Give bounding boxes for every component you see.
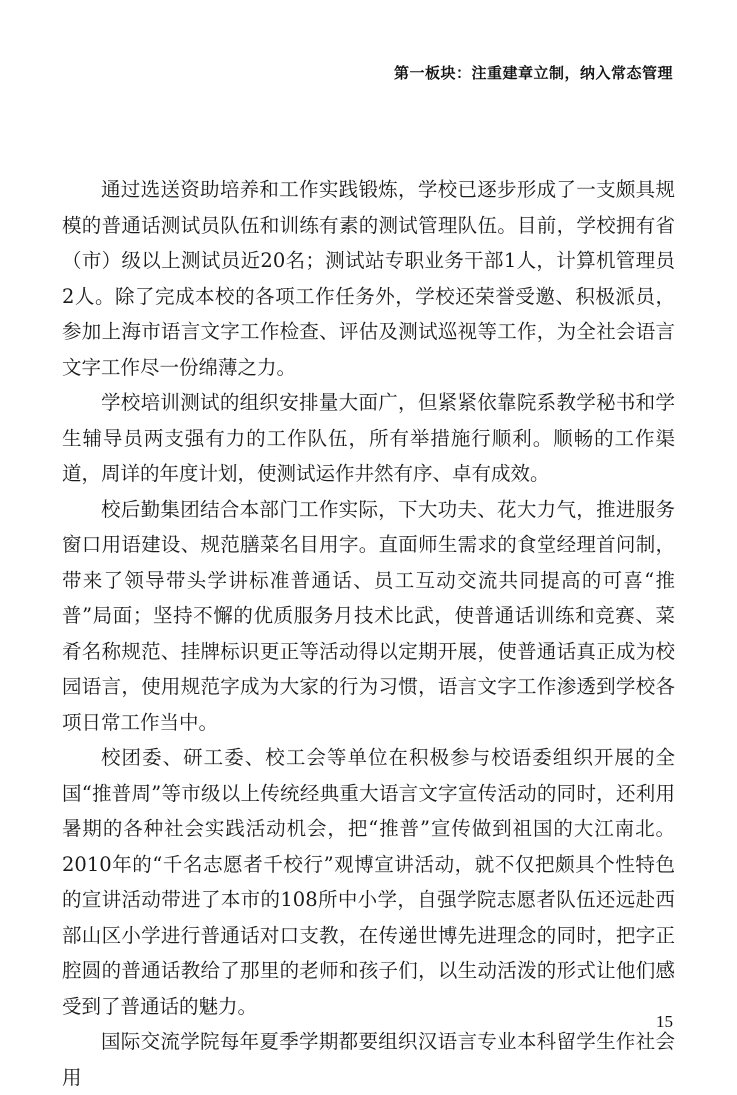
paragraph: 校团委、研工委、校工会等单位在积极参与校语委组织开展的全国“推普周”等市级以上传统经典重大语言文字宣传活动的同时，还利用暑期的各种社会实践活动机会，把“推普”宣传做到祖国的大江南北。2010年的“千名志愿者千校行”观博宣讲活动，就不仅把颇具个性特色的宣讲活动带进了本市的108所中小学，自强学院志愿者队伍还远赴西部山区小学进行普通话对口支教，在传递世博先进理念的同时，把字正腔圆的普通话教给了那里的老师和孩子们，以生动活泼的形式让他们感受到了普通话的魅力。 [62,746,675,1018]
paragraph: 学校培训测试的组织安排量大面广，但紧紧依靠院系教学秘书和学生辅导员两支强有力的工作队伍，所有举措施行顺利。顺畅的工作渠道，周详的年度计划，使测试运作井然有序、卓有成效。 [62,391,675,485]
body-text [62,172,675,1095]
paragraph: 国际交流学院每年夏季学期都要组织汉语言专业本科留学生作社会用 [62,1030,675,1089]
paragraph: 通过选送资助培养和工作实践锻炼，学校已逐步形成了一支颇具规模的普通话测试员队伍和训练有素的测试管理队伍。目前，学校拥有省（市）级以上测试员近20名；测试站专职业务干部1人，计算机管理员2人。除了完成本校的各项工作任务外，学校还荣誉受邀、积极派员，参加上海市语言文字工作检查、评估及测试巡视等工作，为全社会语言文字工作尽一份绵薄之力。 [62,178,675,379]
section-header: 第一板块：注重建章立制，纳入常态管理 [393,64,673,82]
page-number: 15 [656,1012,673,1031]
paragraph: 校后勤集团结合本部门工作实际，下大功夫、花大力气，推进服务窗口用语建设、规范膳菜名目用字。直面师生需求的食堂经理首问制，带来了领导带头学讲标准普通话、员工互动交流共同提高的可喜“推普”局面；坚持不懈的优质服务月技术比武，使普通话训练和竞赛、菜肴名称规范、挂牌标识更正等活动得以定期开展，使普通话真正成为校园语言，使用规范字成为大家的行为习惯，语言文字工作渗透到学校各项日常工作当中。 [62,497,675,734]
